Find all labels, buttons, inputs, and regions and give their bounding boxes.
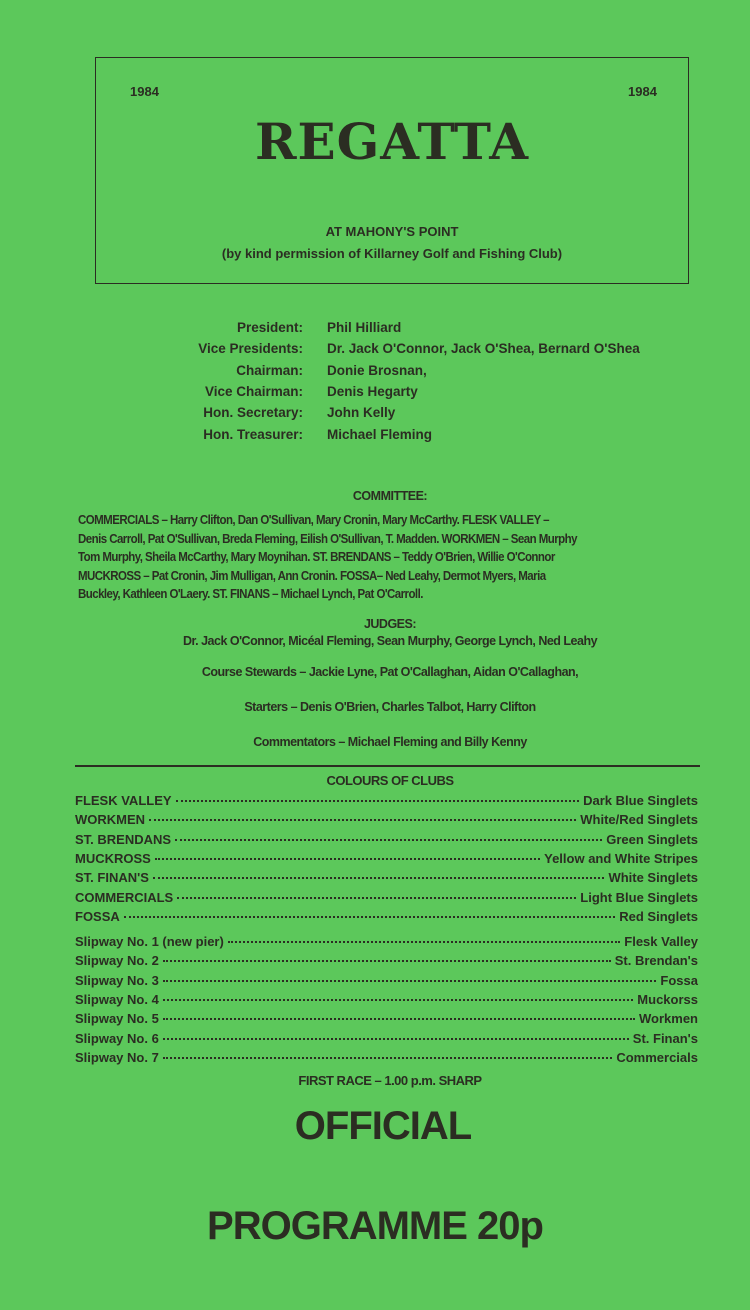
club-name: MUCKROSS (75, 850, 151, 866)
officer-row (150, 427, 710, 442)
officer-name: Michael Fleming (327, 426, 433, 442)
venue: AT MAHONY'S POINT (325, 224, 459, 239)
club-value: White/Red Singlets (580, 812, 698, 828)
club-row (75, 890, 698, 909)
club-row (75, 832, 698, 851)
colours-heading: COLOURS OF CLUBS (326, 773, 454, 788)
officer-name: Dr. Jack O'Connor, Jack O'Shea, Bernard O'Shea (327, 341, 640, 357)
official-label: OFFICIAL (294, 1104, 472, 1148)
club-value: Dark Blue Singlets (583, 793, 698, 808)
slipway-name: Slipway No. 3 (75, 972, 159, 988)
year-right: 1984 (628, 84, 657, 99)
committee-line: MUCKROSS – Pat Cronin, Jim Mulligan, Ann Cronin. FOSSA– Ned Leahy, Dermot Myers, Maria (78, 568, 546, 583)
committee-line: Buckley, Kathleen O'Laery. ST. FINANS – Michael Lynch, Pat O'Carroll. (78, 587, 423, 602)
club-value: Green Singlets (606, 831, 698, 847)
dot-leader (176, 800, 580, 802)
programme-price: PROGRAMME 20p (207, 1204, 543, 1248)
dot-leader (149, 819, 576, 821)
dot-leader (124, 916, 615, 918)
slipway-row (75, 992, 698, 1011)
slipway-value: Workmen (639, 1011, 698, 1027)
dot-leader (163, 1038, 629, 1040)
judges-names: Dr. Jack O'Connor, Micéal Fleming, Sean Murphy, George Lynch, Ned Leahy (182, 634, 598, 648)
committee-line: COMMERCIALS – Harry Clifton, Dan O'Sullivan, Mary Cronin, Mary McCarthy. FLESK VALLEY – (78, 513, 550, 527)
club-name: COMMERCIALS (75, 889, 174, 905)
committee-line: Tom Murphy, Sheila McCarthy, Mary Moynihan. ST. BRENDANS – Teddy O'Brien, Willie O'Connor (78, 550, 555, 565)
committee-line: Denis Carroll, Pat O'Sullivan, Breda Fleming, Eilish O'Sullivan, T. Madden. WORKMEN – Sean Murphy (78, 531, 577, 546)
officer-role: Hon. Secretary: (203, 405, 303, 421)
officer-name: Donie Brosnan, (327, 362, 427, 378)
slipway-row (75, 934, 698, 953)
committee-heading: COMMITTEE: (352, 489, 428, 503)
dot-leader (163, 980, 657, 982)
officer-row (150, 405, 710, 420)
year-left: 1984 (130, 84, 159, 99)
divider (75, 765, 700, 767)
slipway-row (75, 973, 698, 992)
starters: Starters – Denis O'Brien, Charles Talbot, Harry Clifton (244, 700, 536, 714)
slipway-name: Slipway No. 5 (75, 1011, 159, 1027)
slipway-value: Muckorss (637, 991, 698, 1007)
slipway-row (75, 1011, 698, 1030)
dot-leader (163, 1057, 613, 1059)
officer-name: John Kelly (327, 405, 396, 421)
officer-role: Chairman: (236, 362, 303, 378)
club-value: Light Blue Singlets (580, 889, 698, 905)
officer-role: President: (236, 320, 303, 335)
club-value: Red Singlets (619, 908, 698, 924)
slipway-name: Slipway No. 4 (75, 991, 159, 1007)
slipway-name: Slipway No. 7 (75, 1049, 159, 1065)
slipway-name: Slipway No. 2 (75, 953, 159, 969)
officer-role: Hon. Treasurer: (203, 426, 303, 442)
officer-row (150, 320, 710, 335)
slipway-value: Flesk Valley (624, 934, 698, 949)
dot-leader (175, 839, 602, 841)
course-stewards: Course Stewards – Jackie Lyne, Pat O'Callaghan, Aidan O'Callaghan, (201, 665, 579, 679)
dot-leader (228, 941, 620, 943)
club-name: FOSSA (75, 908, 120, 924)
page-title: REGATTA (254, 112, 530, 171)
officer-row (150, 363, 710, 378)
officer-row (150, 384, 710, 399)
club-name: WORKMEN (75, 812, 146, 828)
slipway-name: Slipway No. 6 (75, 1030, 159, 1046)
officer-name: Denis Hegarty (327, 383, 418, 399)
slipway-value: St. Finan's (632, 1030, 698, 1046)
club-row (75, 870, 698, 889)
officer-name: Phil Hilliard (327, 320, 402, 335)
slipway-row (75, 1031, 698, 1050)
officer-role: Vice Chairman: (204, 383, 303, 399)
dot-leader (163, 1018, 635, 1020)
club-value: White Singlets (608, 870, 698, 886)
permission: (by kind permission of Killarney Golf and Fishing Club) (221, 246, 563, 261)
slipway-row (75, 953, 698, 972)
officer-role: Vice Presidents: (198, 341, 303, 357)
club-value: Yellow and White Stripes (544, 850, 698, 866)
club-row (75, 793, 698, 812)
club-row (75, 851, 698, 870)
club-row (75, 909, 698, 928)
slipway-name: Slipway No. 1 (new pier) (75, 934, 224, 949)
slipway-value: Fossa (660, 972, 698, 988)
dot-leader (155, 858, 540, 860)
dot-leader (163, 960, 611, 962)
club-name: FLESK VALLEY (75, 793, 172, 808)
dot-leader (177, 897, 576, 899)
club-row (75, 812, 698, 831)
slipway-value: St. Brendan's (614, 953, 698, 969)
club-name: ST. FINAN'S (75, 870, 149, 886)
dot-leader (153, 877, 605, 879)
club-name: ST. BRENDANS (75, 831, 172, 847)
first-race: FIRST RACE – 1.00 p.m. SHARP (298, 1073, 482, 1088)
dot-leader (163, 999, 633, 1001)
slipway-value: Commercials (616, 1049, 698, 1065)
officer-row (150, 341, 710, 356)
judges-heading: JUDGES: (363, 617, 417, 631)
slipway-row (75, 1050, 698, 1069)
commentators: Commentators – Michael Fleming and Billy Kenny (253, 735, 527, 749)
